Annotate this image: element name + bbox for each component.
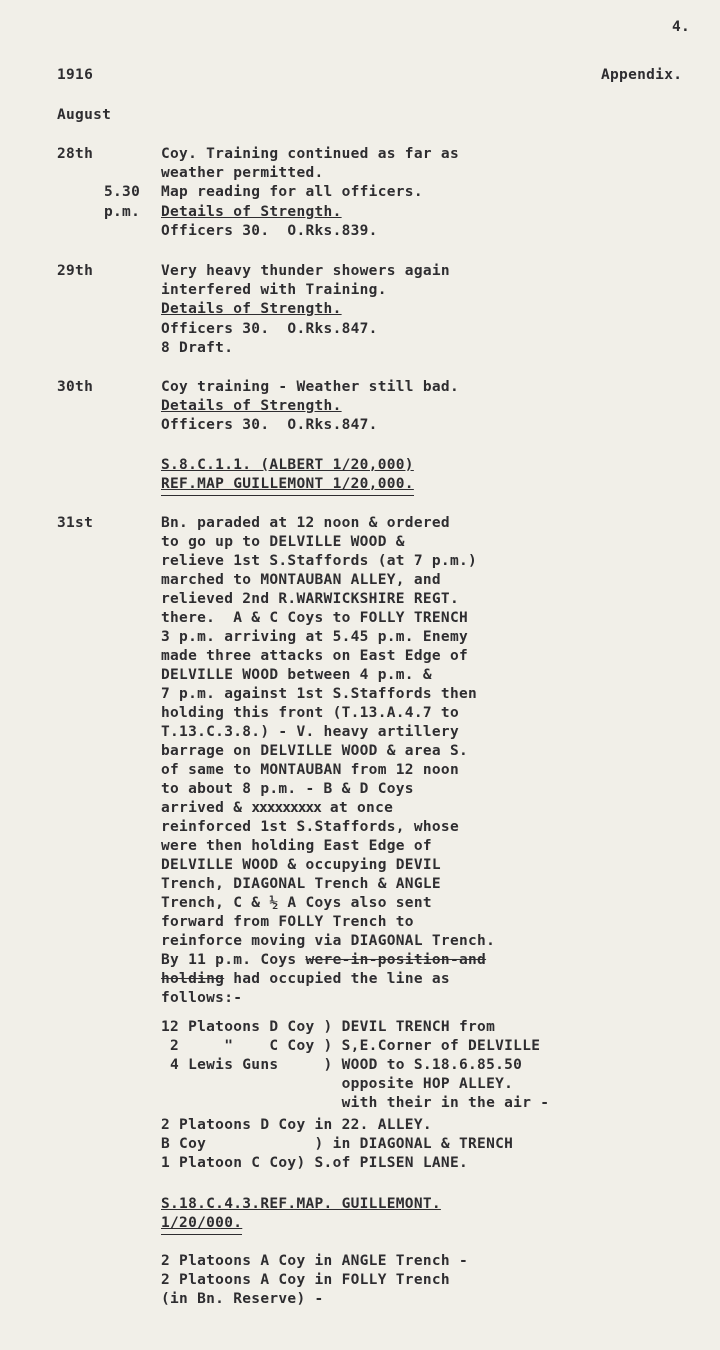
entry-28-line: Map reading for all officers. xyxy=(161,184,423,200)
entry-30-line: Coy training - Weather still bad. xyxy=(161,379,459,395)
strength-title: Details of Strength. xyxy=(161,398,342,414)
position-line: with their in the air - xyxy=(161,1095,550,1111)
entry-31-line: to about 8 p.m. - B & D Coys xyxy=(161,781,414,797)
entry-31-line xyxy=(161,970,450,989)
entry-28-time: 5.30 xyxy=(104,184,141,200)
map-reference: REF.MAP GUILLEMONT 1/20,000. xyxy=(161,475,414,496)
entry-31-line: of same to MONTAUBAN from 12 noon xyxy=(161,762,459,778)
strength-title: Details of Strength. xyxy=(161,204,342,220)
entry-31-line: relieve 1st S.Staffords (at 7 p.m.) xyxy=(161,553,478,569)
entry-28-line: Coy. Training continued as far as xyxy=(161,146,459,162)
entry-31-line: holding this front (T.13.A.4.7 to xyxy=(161,705,459,721)
position-line: 4 Lewis Guns ) WOOD to S.18.6.85.50 xyxy=(161,1057,523,1073)
text-fragment: had occupied the line as xyxy=(224,971,450,987)
entry-31-line: DELVILLE WOOD & occupying DEVIL xyxy=(161,857,441,873)
text-fragment: at once xyxy=(320,800,394,816)
text-fragment: By 11 p.m. Coys xyxy=(161,952,306,968)
entry-31-line: made three attacks on East Edge of xyxy=(161,648,469,664)
map-reference: S.8.C.1.1. (ALBERT 1/20,000) xyxy=(161,457,414,473)
struck-out-text: xxxxxxxxx xyxy=(251,800,321,816)
entry-date-28: 28th xyxy=(57,146,94,162)
entry-31-line: follows:- xyxy=(161,990,243,1006)
struck-out-text: holding xyxy=(161,971,225,987)
strength-title: Details of Strength. xyxy=(161,301,342,317)
map-reference: 1/20/000. xyxy=(161,1214,242,1235)
entry-28-time: p.m. xyxy=(104,204,141,220)
entry-31-line xyxy=(161,951,486,970)
entry-31-line: marched to MONTAUBAN ALLEY, and xyxy=(161,572,441,588)
text-fragment: arrived & xyxy=(161,800,252,816)
entry-date-31: 31st xyxy=(57,515,94,531)
year: 1916 xyxy=(57,67,94,83)
entry-31-line: 7 p.m. against 1st S.Staffords then xyxy=(161,686,478,702)
entry-31-line: relieved 2nd R.WARWICKSHIRE REGT. xyxy=(161,591,459,607)
entry-date-30: 30th xyxy=(57,379,94,395)
draft-note: 8 Draft. xyxy=(161,340,234,356)
entry-31-line: were then holding East Edge of xyxy=(161,838,432,854)
entry-28-line: weather permitted. xyxy=(161,165,324,181)
reserve-line: (in Bn. Reserve) - xyxy=(161,1291,324,1307)
entry-31-line: reinforce moving via DIAGONAL Trench. xyxy=(161,933,496,949)
position-line: B Coy ) in DIAGONAL & TRENCH xyxy=(161,1136,514,1152)
position-line: 12 Platoons D Coy ) DEVIL TRENCH from xyxy=(161,1019,496,1035)
entry-31-line xyxy=(161,799,393,818)
entry-31-line: to go up to DELVILLE WOOD & xyxy=(161,534,405,550)
entry-31-line: Trench, DIAGONAL Trench & ANGLE xyxy=(161,876,441,892)
entry-29-line: Very heavy thunder showers again xyxy=(161,263,450,279)
entry-31-line: reinforced 1st S.Staffords, whose xyxy=(161,819,459,835)
entry-31-line: barrage on DELVILLE WOOD & area S. xyxy=(161,743,469,759)
month: August xyxy=(57,107,112,123)
entry-31-line: forward from FOLLY Trench to xyxy=(161,914,414,930)
position-line: 2 Platoons D Coy in 22. ALLEY. xyxy=(161,1117,432,1133)
entry-31-line: Bn. paraded at 12 noon & ordered xyxy=(161,515,450,531)
entry-31-line: Trench, C & ½ A Coys also sent xyxy=(161,895,432,911)
map-reference: S.18.C.4.3.REF.MAP. GUILLEMONT. xyxy=(161,1196,441,1212)
appendix-label: Appendix. xyxy=(601,67,683,83)
struck-out-text: were-in-position-and xyxy=(305,952,487,968)
position-line: 2 " C Coy ) S,E.Corner of DELVILLE xyxy=(161,1038,541,1054)
strength-figures: Officers 30. O.Rks.847. xyxy=(161,321,378,337)
strength-figures: Officers 30. O.Rks.839. xyxy=(161,223,378,239)
reserve-line: 2 Platoons A Coy in ANGLE Trench - xyxy=(161,1253,469,1269)
reserve-line: 2 Platoons A Coy in FOLLY Trench xyxy=(161,1272,450,1288)
strength-figures: Officers 30. O.Rks.847. xyxy=(161,417,378,433)
entry-31-line: DELVILLE WOOD between 4 p.m. & xyxy=(161,667,432,683)
position-line: opposite HOP ALLEY. xyxy=(161,1076,514,1092)
page-number: 4. xyxy=(672,19,691,35)
entry-31-line: there. A & C Coys to FOLLY TRENCH xyxy=(161,610,469,626)
entry-31-line: 3 p.m. arriving at 5.45 p.m. Enemy xyxy=(161,629,469,645)
entry-date-29: 29th xyxy=(57,263,94,279)
entry-29-line: interfered with Training. xyxy=(161,282,387,298)
position-line: 1 Platoon C Coy) S.of PILSEN LANE. xyxy=(161,1155,469,1171)
entry-31-line: T.13.C.3.8.) - V. heavy artillery xyxy=(161,724,459,740)
